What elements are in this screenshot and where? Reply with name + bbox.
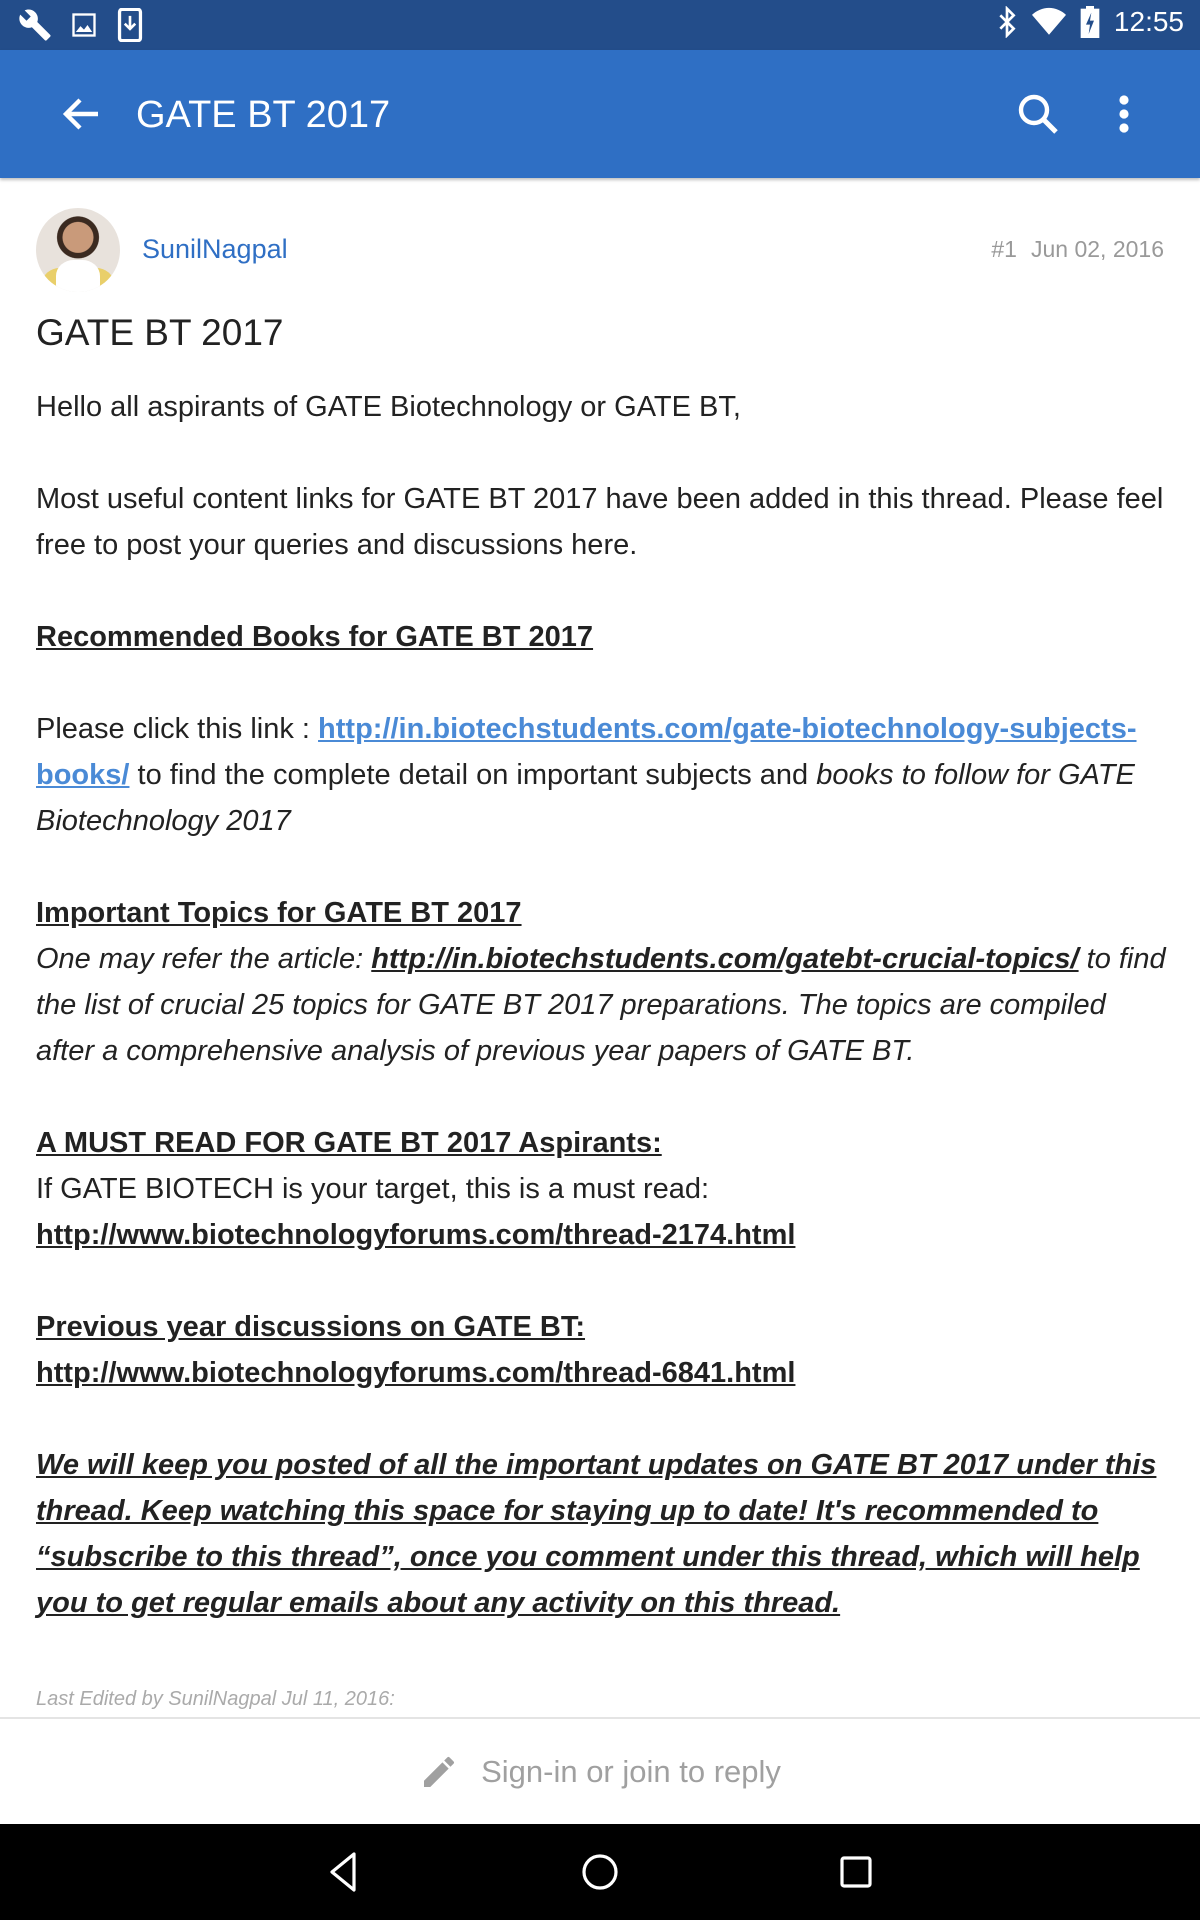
books-link[interactable]: http://in.biotechstudents.com/gate-biotechnology-subjects-books/ [36, 713, 1137, 791]
clock: 12:55 [1113, 6, 1184, 37]
nav-recents-icon [832, 1848, 880, 1896]
nav-home-icon [576, 1848, 624, 1896]
previous-year-link[interactable]: http://www.biotechnologyforums.com/thread-6841.html [36, 1357, 796, 1389]
nav-home-button[interactable] [576, 1848, 624, 1896]
topics-link[interactable]: http://in.biotechstudents.com/gatebt-crucial-topics/ [371, 943, 1079, 975]
must-read-heading: A MUST READ FOR GATE BT 2017 Aspirants: [36, 1127, 662, 1159]
books-text-2: to find the complete detail on important subjects and [129, 759, 817, 791]
closing-note: We will keep you posted of all the important updates on GATE BT 2017 under this thread. Keep watching this space for staying up to date! It's recommended to “subscribe to this thread”, once you comment under this thread, which will help you to get regular emails about any activity on this thread. [36, 1449, 1157, 1619]
greeting: Hello all aspirants of GATE Biotechnology or GATE BT, [36, 391, 741, 423]
search-icon[interactable] [1014, 90, 1062, 138]
image-icon [70, 11, 98, 39]
battery-charging-icon [1080, 6, 1100, 38]
bluetooth-icon [996, 6, 1018, 38]
previous-year-heading: Previous year discussions on GATE BT: [36, 1311, 586, 1343]
post-title: GATE BT 2017 [36, 312, 284, 353]
back-arrow-icon[interactable] [58, 90, 106, 138]
post-date: Jun 02, 2016 [1030, 236, 1164, 262]
pencil-icon [419, 1752, 459, 1792]
wifi-icon [1032, 7, 1066, 37]
more-options-icon[interactable] [1106, 90, 1142, 138]
intro: Most useful content links for GATE BT 2017 have been added in this thread. Please feel free to post your queries and discussions here. [36, 483, 1164, 561]
wrench-icon [18, 8, 52, 42]
nav-recents-button[interactable] [832, 1848, 880, 1896]
books-text: Please click this link : [36, 713, 319, 745]
avatar[interactable] [36, 208, 120, 292]
topics-text-2: to find the list of crucial 25 topics for GATE BT 2017 preparations. The topics are compiled after a comprehensive analysis of previous year papers of GATE BT. [36, 943, 1166, 1067]
nav-back-icon [320, 1848, 368, 1896]
books-text-italic: books to follow for GATE Biotechnology 2017 [36, 759, 1135, 837]
post-number: #1 [991, 236, 1017, 262]
must-read-text: If GATE BIOTECH is your target, this is a must read: [36, 1173, 710, 1205]
nav-back-button[interactable] [320, 1848, 368, 1896]
last-edited: Last Edited by SunilNagpal Jul 11, 2016: [36, 1688, 395, 1710]
download-icon [116, 8, 144, 42]
topics-text: One may refer the article: [36, 943, 372, 975]
reply-button[interactable] [0, 1717, 1200, 1824]
page-title: GATE BT 2017 [136, 94, 391, 136]
post-meta [991, 236, 1164, 263]
topics-heading: Important Topics for GATE BT 2017 [36, 897, 522, 929]
navigation-bar [0, 1824, 1200, 1920]
status-bar [0, 0, 1200, 50]
post-body [36, 384, 1166, 1672]
must-read-link[interactable]: http://www.biotechnologyforums.com/thread-2174.html [36, 1219, 796, 1251]
author-name[interactable]: SunilNagpal [142, 234, 288, 264]
books-heading: Recommended Books for GATE BT 2017 [36, 621, 594, 653]
reply-label: Sign-in or join to reply [481, 1753, 781, 1789]
app-bar [0, 50, 1200, 178]
post [0, 178, 1200, 1717]
